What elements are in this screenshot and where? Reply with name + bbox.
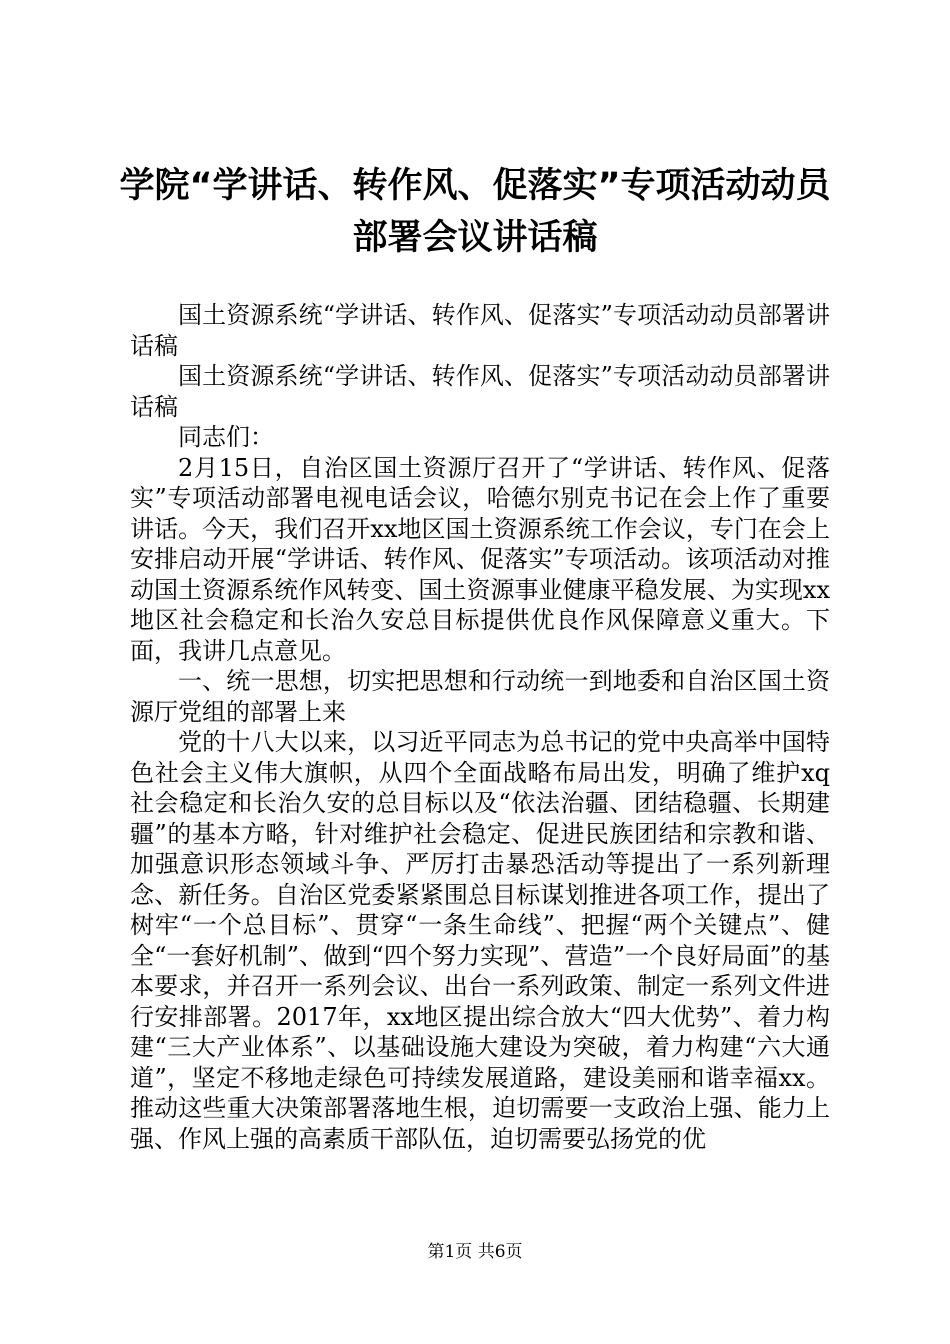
body-paragraph: 党的十八大以来，以习近平同志为总书记的党中央高举中国特色社会主义伟大旗帜，从四个全面战略布局出发，明确了维护xq社会稳定和长治久安的总目标以及“依法治疆、团结稳疆、长期建疆”的基本方略，针对维护社会稳定、促进民族团结和宗教和谐、加强意识形态领域斗争、严厉打击暴恐活动等提出了一系列新理念、新任务。自治区党委紧紧围总目标谋划推进各项工作，提出了树牢“一个总目标”、贯穿“一条生命线”、把握“两个关键点”、健全“一套好机制”、做到“四个努力实现”、营造”一个良好局面”的基本要求，并召开一系列会议、出台一系列政策、制定一系列文件进行安排部署。2017年，xx地区提出综合放大“四大优势”、着力构建“三大产业体系”、以基础设施大建设为突破，着力构建“六大通道”，坚定不移地走绿色可持续发展道路，建设美丽和谐幸福xx。推动这些重大决策部署落地生根，迫切需要一支政治上强、能力上强、作风上强的高素质干部队伍，迫切需要弘扬党的优 (130, 728, 830, 1153)
document-body (130, 300, 830, 1154)
subtitle-paragraph: 国土资源系统“学讲话、转作风、促落实”专项活动动员部署讲话稿 (130, 362, 830, 421)
page-number-footer: 第1页 共6页 (427, 1242, 523, 1262)
salutation: 同志们： (178, 423, 274, 451)
section-heading: 一、统一思想，切实把思想和行动统一到地委和自治区国土资源厅党组的部署上来 (130, 667, 830, 726)
body-paragraph: 2月15日，自治区国土资源厅召开了“学讲话、转作风、促落实”专项活动部署电视电话会议，哈德尔别克书记在会上作了重要讲话。今天，我们召开xx地区国土资源系统工作会议，专门在会上安排启动开展“学讲话、转作风、促落实”专项活动。该项活动对推动国土资源系统作风转变、国土资源事业健康平稳发展、为实现xx地区社会稳定和长治久安总目标提供优良作风保障意义重大。下面，我讲几点意见。 (130, 453, 830, 665)
document-title: 学院“学讲话、转作风、促落实”专项活动动员部署会议讲话稿 (119, 166, 831, 258)
subtitle-paragraph: 国土资源系统“学讲话、转作风、促落实”专项活动动员部署讲话稿 (130, 301, 830, 360)
